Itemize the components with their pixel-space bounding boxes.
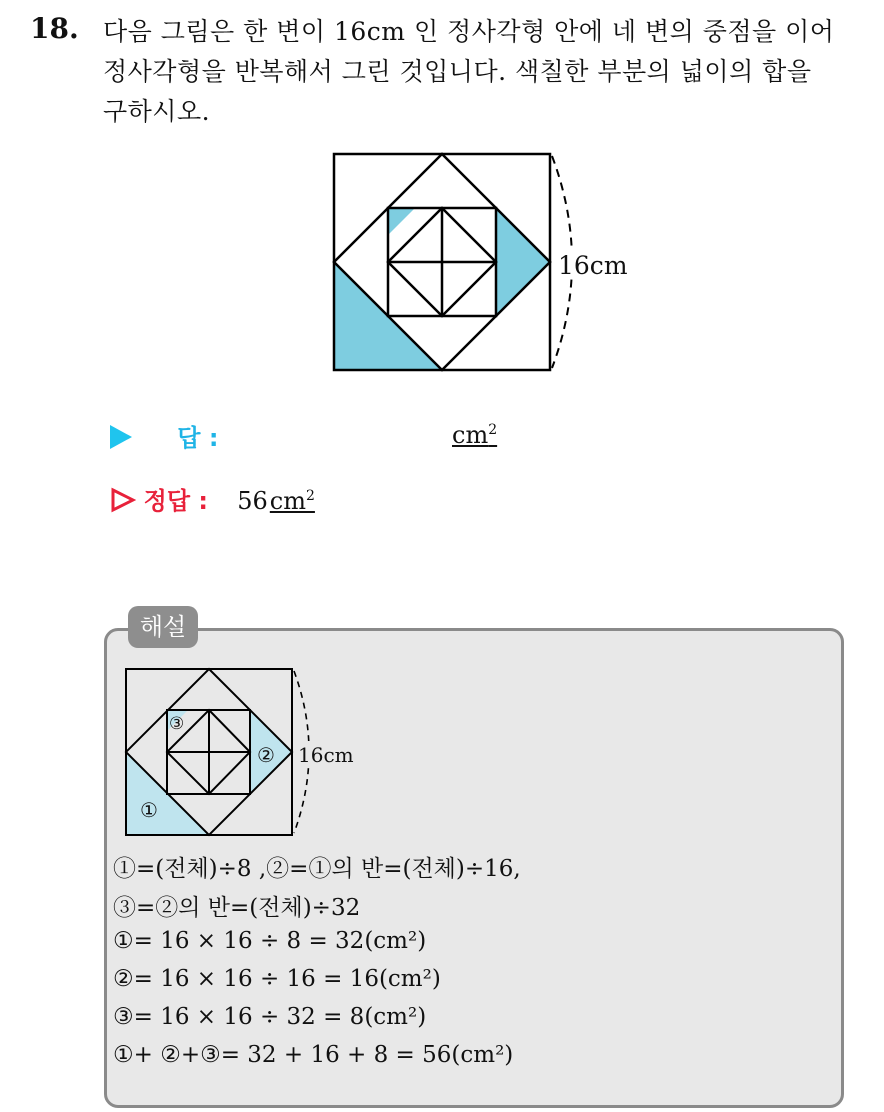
correct-answer-unit: cm [269,487,306,515]
correct-answer-row: 정답 : $56cm^2$ [110,481,315,516]
explanation-line-6: ①+ ②+③= 32 + 16 + 8 = 56(cm²) [113,1042,514,1068]
explanation-figure [122,665,372,840]
question-text-line-3: 구하시오. [103,97,211,126]
correct-answer-label: 정답 : [143,487,208,515]
side-length-label: 16cm [558,251,628,280]
shaded-triangle-medium [496,208,550,316]
explanation-line-5: ③= 16 × 16 ÷ 32 = 8(cm²) [113,1004,427,1030]
explanation-line-3: ①= 16 × 16 ÷ 8 = 32(cm²) [113,928,427,954]
explanation-line-2: ③=②의 반=(전체)÷32 [113,895,361,921]
answer-label: 답 : [177,424,219,452]
explanation-tab: 해설 [128,606,198,648]
question-text-line-1: 다음 그림은 한 변이 16cm 인 정사각형 안에 네 변의 중점을 이어 [103,17,835,46]
explanation-side-label: 16cm [298,743,354,767]
answer-unit: cm [452,421,489,449]
marker-1: ① [140,798,158,822]
explanation-line-4: ②= 16 × 16 ÷ 16 = 16(cm²) [113,966,441,992]
marker-3: ③ [169,714,185,734]
outline-arrow-icon [110,487,136,513]
shaded-triangle-small [388,208,415,235]
marker-2: ② [257,743,275,767]
answer-blank[interactable]: $cm^2$ [452,421,498,449]
question-number: 18. [30,12,79,45]
explanation-line-1: ①=(전체)÷8 ,②=①의 반=(전체)÷16, [113,856,521,882]
correct-answer-value: 56 [237,487,268,515]
play-arrow-icon [110,425,132,449]
answer-row [110,418,218,453]
question-figure [330,150,650,380]
question-text-line-2: 정사각형을 반복해서 그린 것입니다. 색칠한 부분의 넓이의 합을 [103,57,812,86]
